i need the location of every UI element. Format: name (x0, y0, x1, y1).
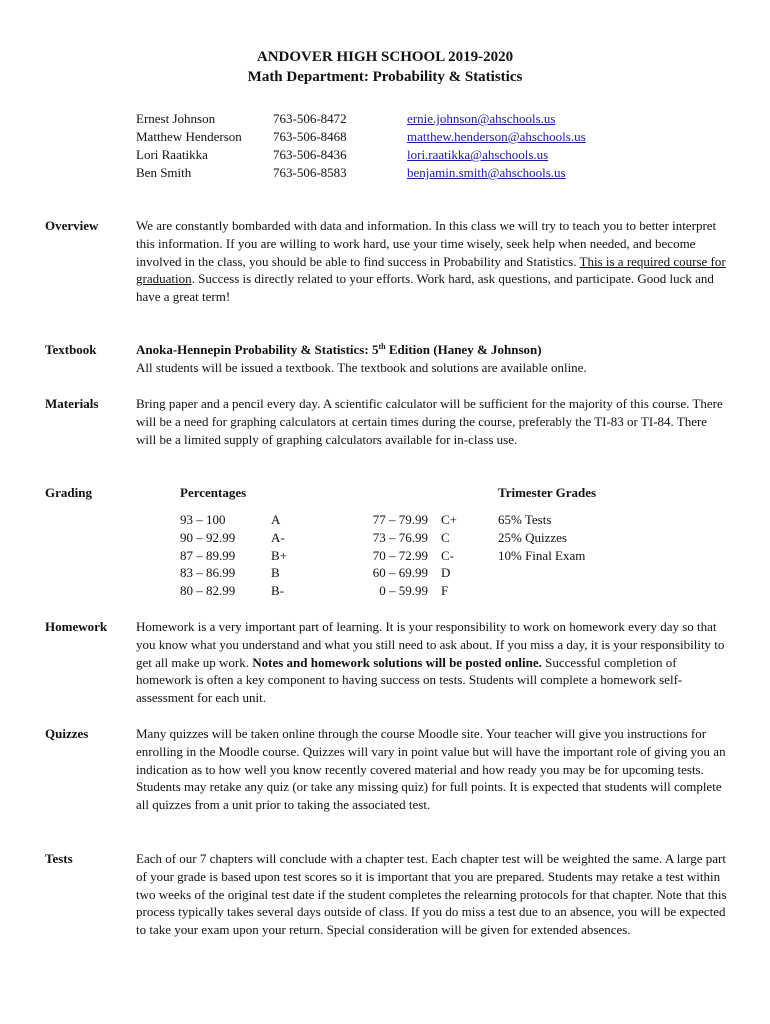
textbook-title-part: Anoka-Hennepin Probability & Statistics: 5 (136, 342, 379, 357)
grading-label: Grading (45, 485, 92, 500)
staff-phone: 763-506-8583 (273, 165, 347, 180)
grade-letter: D (441, 565, 451, 581)
staff-row (136, 146, 656, 164)
grade-letter: A (271, 512, 281, 527)
quizzes-label: Quizzes (45, 726, 89, 741)
grade-letter: C+ (441, 512, 458, 527)
staff-name: Lori Raatikka (136, 147, 208, 162)
grade-range: 93 – 100 (180, 512, 226, 527)
overview-text (136, 217, 730, 306)
homework-text (136, 618, 730, 707)
trimester-weight: 10% Final Exam (498, 547, 586, 563)
staff-email-link[interactable]: ernie.johnson@ahschools.us (407, 111, 556, 126)
staff-name: Matthew Henderson (136, 129, 242, 144)
trimester-weight: 65% Tests (498, 512, 552, 527)
grade-scale-left-ranges (180, 511, 270, 600)
grade-scale-right-ranges (330, 511, 428, 600)
staff-row (136, 128, 656, 146)
textbook-title-sup: th (378, 342, 386, 351)
grade-range: 83 – 86.99 (180, 565, 236, 581)
grade-range: 73 – 76.99 (372, 529, 428, 545)
trimester-weights (498, 511, 658, 564)
page-subtitle: Math Department: Probability & Statistics (247, 69, 523, 85)
staff-name: Ben Smith (136, 165, 192, 180)
grade-letter: A- (271, 529, 285, 545)
grade-letter: B+ (271, 547, 288, 563)
staff-phone: 763-506-8468 (273, 129, 347, 144)
staff-row (136, 164, 656, 182)
textbook-note: All students will be issued a textbook. The textbook and solutions are available online. (136, 359, 587, 375)
grade-letter: F (441, 583, 449, 599)
tests-label: Tests (45, 851, 73, 866)
overview-required-note: This is a required course for graduation (136, 253, 726, 287)
grade-range: 0 – 59.99 (379, 583, 428, 599)
homework-posted-note: Notes and homework solutions will be posted online. (252, 654, 542, 670)
grade-range: 77 – 79.99 (372, 512, 428, 527)
textbook-label: Textbook (45, 342, 97, 357)
percentages-heading: Percentages (180, 485, 247, 500)
trimester-weight: 25% Quizzes (498, 529, 567, 545)
grade-letter: C (441, 529, 450, 545)
grade-range: 90 – 92.99 (180, 529, 236, 545)
grade-letter: B (271, 565, 280, 581)
textbook-title (136, 341, 730, 359)
grade-range: 60 – 69.99 (372, 565, 428, 581)
staff-row (136, 110, 656, 128)
overview-label: Overview (45, 218, 99, 233)
staff-email-link[interactable]: matthew.henderson@ahschools.us (407, 129, 586, 144)
homework-label: Homework (45, 619, 108, 634)
staff-phone: 763-506-8472 (273, 111, 347, 126)
staff-name: Ernest Johnson (136, 111, 216, 126)
materials-label: Materials (45, 396, 99, 411)
grade-range: 87 – 89.99 (180, 547, 236, 563)
overview-text-part: . Success is directly related to your efforts. Work hard, ask questions, and participate. Good luck and have a great term! (136, 271, 714, 305)
textbook-section (136, 341, 730, 377)
staff-email-link[interactable]: lori.raatikka@ahschools.us (407, 147, 549, 162)
grade-letter: C- (441, 547, 454, 563)
grade-range: 80 – 82.99 (180, 583, 236, 599)
grade-scale-right-letters (441, 511, 481, 600)
grade-scale-left-letters (271, 511, 311, 600)
homework-text-part: Successful completion of homework is often a key component to having success on tests. Students will complete a homework self-assessment for each unit. (136, 654, 683, 706)
staff-phone: 763-506-8436 (273, 147, 347, 162)
staff-directory (136, 110, 656, 182)
homework-text-part: Homework is a very important part of learning. It is your responsibility to work on homework every day so that you know what you understand and what you still need to ask about. If you miss a day, it is your responsibility to get all make up work. (136, 619, 725, 670)
grade-range: 70 – 72.99 (372, 547, 428, 563)
tests-text: Each of our 7 chapters will conclude with a chapter test. Each chapter test will be weighted the same. A large part of your grade is based upon test scores so it is important that you are prepared. Students may retake a test within two weeks of the original test date if the student completes the relearning protocols for that chapter. Note that this process typically takes several days outside of class. If you do miss a test due to an absence, you will be expected to take your exam upon your return. Special consideration will be given for extended absences. (136, 851, 727, 938)
materials-text: Bring paper and a pencil every day. A scientific calculator will be sufficient for the majority of this course. There will be a need for graphing calculators at certain times during the course, preferably the TI-83 or TI-84. There will be a limited supply of graphing calculators available for in-class use. (136, 396, 723, 447)
overview-text-part: We are constantly bombarded with data and information. In this class we will try to teach you to better interpret this information. If you are willing to work hard, use your time wisely, seek help when needed, and become involved in the class, you should be able to find success in Probability and Statistics. (136, 218, 717, 269)
staff-email-link[interactable]: benjamin.smith@ahschools.us (407, 165, 566, 180)
quizzes-text: Many quizzes will be taken online through the course Moodle site. Your teacher will give you instructions for enrolling in the Moodle course. Quizzes will vary in point value but will have the important role of giving you an indication as to how well you know recently covered material and how ready you may be for upcoming tests. Students may retake any quiz (or take any missing quiz) for full points. It is expected that students will complete all quizzes from a unit prior to taking the associated test. (136, 726, 726, 813)
grade-letter: B- (271, 583, 284, 599)
trimester-heading: Trimester Grades (498, 485, 597, 500)
page-title: ANDOVER HIGH SCHOOL 2019-2020 (256, 49, 514, 65)
textbook-title-part: Edition (Haney & Johnson) (385, 342, 542, 357)
